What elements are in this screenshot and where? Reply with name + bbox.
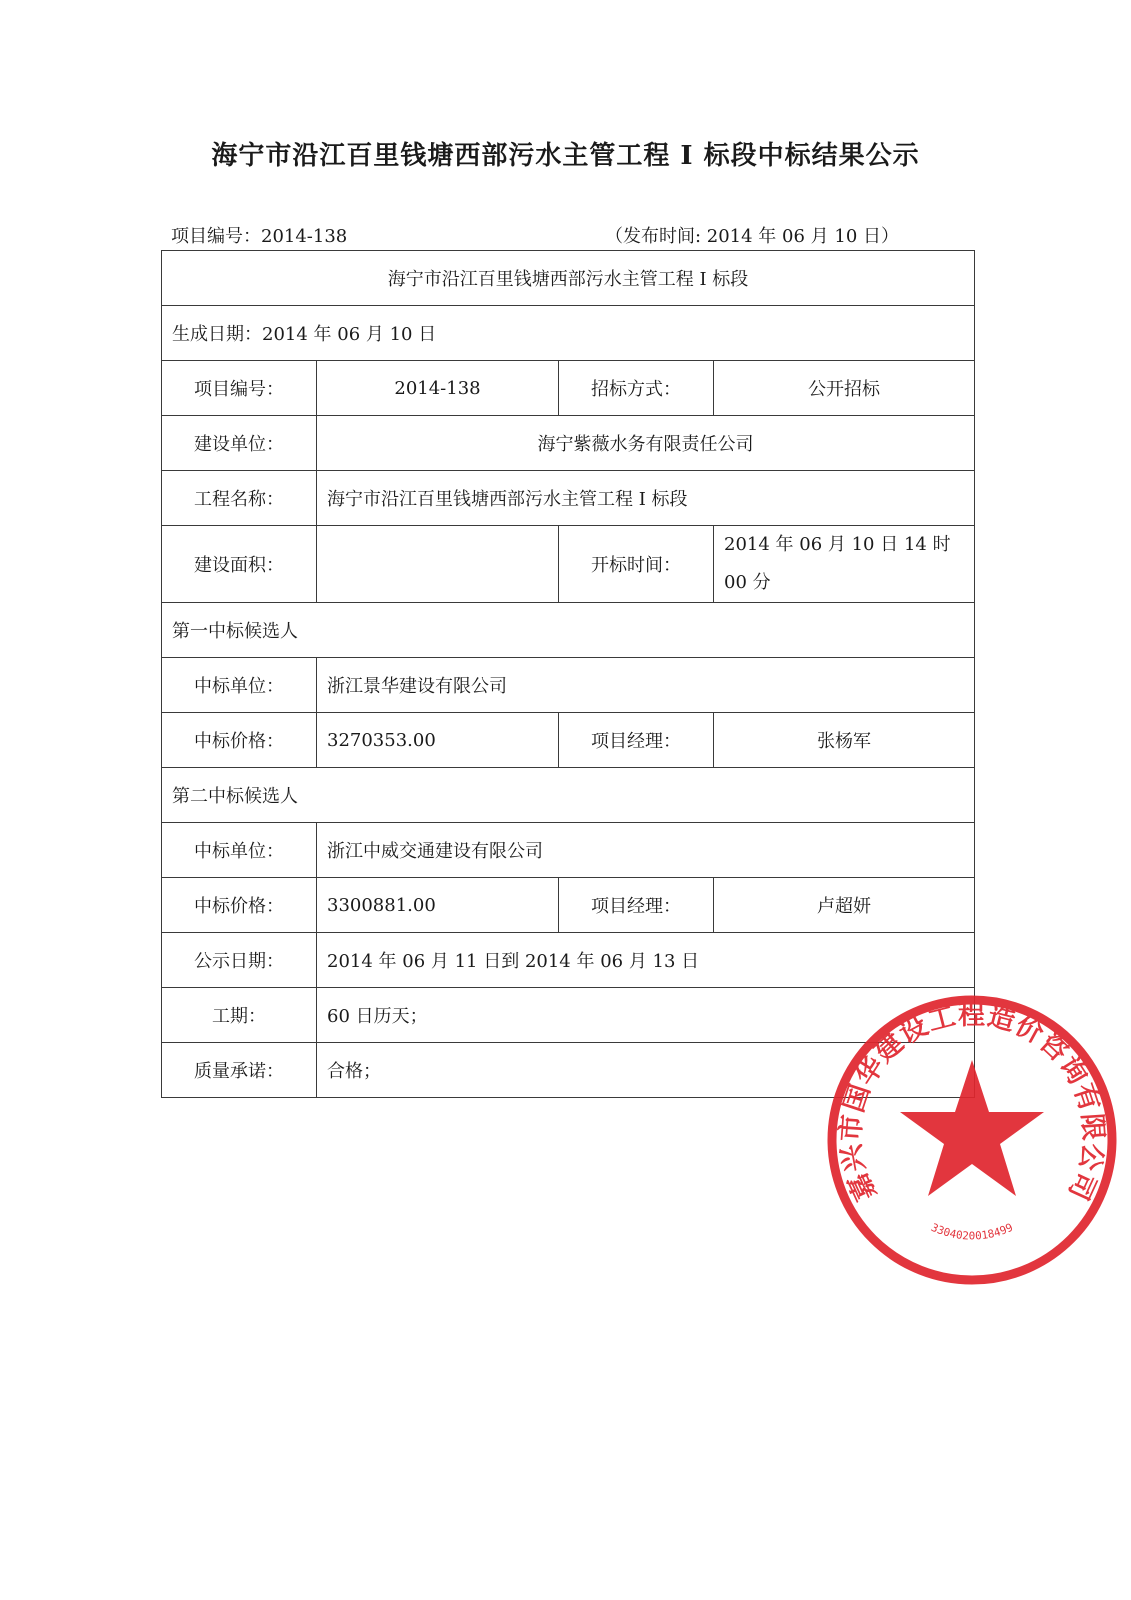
project-no-label: 项目编号： (162, 361, 317, 416)
result-table (161, 250, 975, 1098)
table-row (162, 658, 975, 713)
open-time-line1: 2014 年 06 月 10 日 14 时 (724, 534, 951, 555)
project-no-value: 2014-138 (317, 361, 559, 416)
first-unit-value: 浙江景华建设有限公司 (317, 658, 975, 713)
open-time-label: 开标时间： (559, 526, 714, 603)
first-unit-label: 中标单位： (162, 658, 317, 713)
second-candidate-heading: 第二中标候选人 (162, 768, 975, 823)
table-row (162, 768, 975, 823)
quality-value: 合格； (317, 1043, 975, 1098)
first-price-value: 3270353.00 (317, 713, 559, 768)
open-time-line2: 00 分 (724, 572, 771, 593)
table-row (162, 878, 975, 933)
area-value (317, 526, 559, 603)
second-manager-value: 卢超妍 (714, 878, 975, 933)
first-manager-label: 项目经理： (559, 713, 714, 768)
table-row (162, 713, 975, 768)
first-candidate-heading: 第一中标候选人 (162, 603, 975, 658)
duration-value: 60 日历天； (317, 988, 975, 1043)
second-unit-value: 浙江中威交通建设有限公司 (317, 823, 975, 878)
notice-date-value: 2014 年 06 月 11 日到 2014 年 06 月 13 日 (317, 933, 975, 988)
second-manager-label: 项目经理： (559, 878, 714, 933)
bid-method-value: 公开招标 (714, 361, 975, 416)
publish-time: （发布时间: 2014 年 06 月 10 日） (604, 226, 899, 247)
table-row (162, 471, 975, 526)
quality-label: 质量承诺： (162, 1043, 317, 1098)
owner-value: 海宁紫薇水务有限责任公司 (317, 416, 975, 471)
seal-text: 嘉兴市国华建设工程造价咨询有限公司 (835, 999, 1109, 1206)
generated-date-cell: 生成日期：2014 年 06 月 10 日 (162, 306, 975, 361)
project-name-label: 工程名称： (162, 471, 317, 526)
table-row (162, 306, 975, 361)
project-title-cell: 海宁市沿江百里钱塘西部污水主管工程 I 标段 (162, 251, 975, 306)
area-label: 建设面积： (162, 526, 317, 603)
table-row (162, 361, 975, 416)
first-price-label: 中标价格： (162, 713, 317, 768)
second-price-label: 中标价格： (162, 878, 317, 933)
star-icon (900, 1060, 1044, 1196)
table-row (162, 526, 975, 603)
table-row (162, 251, 975, 306)
svg-text:3304020018499 (929, 1221, 1015, 1243)
first-manager-value: 张杨军 (714, 713, 975, 768)
second-unit-label: 中标单位： (162, 823, 317, 878)
table-row (162, 603, 975, 658)
project-name-value: 海宁市沿江百里钱塘西部污水主管工程 I 标段 (317, 471, 975, 526)
duration-label: 工期： (162, 988, 317, 1043)
bid-method-label: 招标方式： (559, 361, 714, 416)
open-time-value (714, 526, 975, 603)
project-number-header: 项目编号：2014-138 (171, 226, 348, 247)
seal-number: 3304020018499 (929, 1220, 1015, 1243)
table-row (162, 416, 975, 471)
notice-date-label: 公示日期： (162, 933, 317, 988)
table-row (162, 823, 975, 878)
page-title: 海宁市沿江百里钱塘西部污水主管工程 I 标段中标结果公示 (211, 141, 920, 171)
company-seal (822, 990, 1122, 1290)
owner-label: 建设单位： (162, 416, 317, 471)
table-row (162, 933, 975, 988)
second-price-value: 3300881.00 (317, 878, 559, 933)
